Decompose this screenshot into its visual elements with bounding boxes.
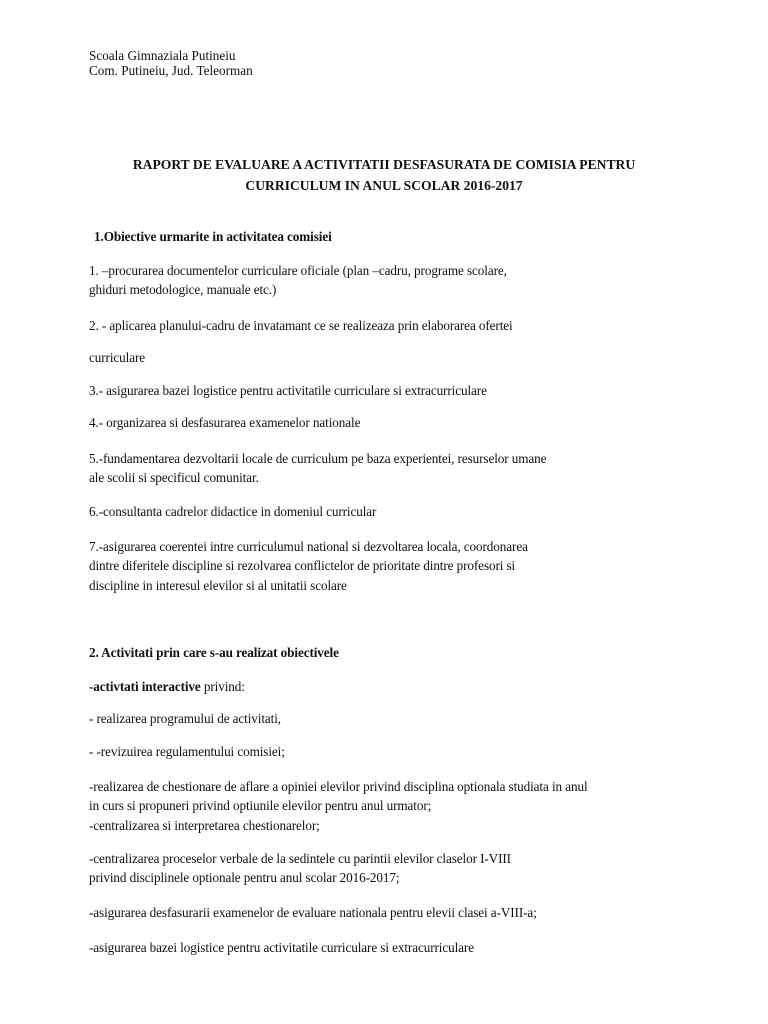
objective-7-line-3: discipline in interesul elevilor si al unitatii scolare (89, 578, 347, 593)
activities-intro-bold: -activtati interactive (89, 679, 201, 694)
objective-7-line-2: dintre diferitele discipline si rezolvarea conflictelor de prioritate dintre profesori si (89, 558, 516, 573)
report-title-line-2: CURRICULUM IN ANUL SCOLAR 2016-2017 (245, 178, 523, 193)
objective-2-line-2: curriculare (89, 350, 146, 365)
section-2-heading: 2. Activitati prin care s-au realizat obiectivele (89, 645, 339, 660)
activities-intro-rest: privind: (200, 679, 245, 694)
objective-7-line-1: 7.-asigurarea coerentei intre curriculumul national si dezvoltarea locala, coordonarea (89, 539, 528, 554)
activity-5-line-1: -centralizarea proceselor verbale de la sedintele cu parintii elevilor claselor I-VIII (89, 851, 511, 866)
report-title-line-1: RAPORT DE EVALUARE A ACTIVITATII DESFASURATA DE COMISIA PENTRU (132, 157, 636, 172)
objective-5-line-2: ale scolii si specificul comunitar. (89, 470, 259, 485)
activity-3-line-2: in curs si propuneri privind optiunile elevilor pentru anul urmator; (89, 798, 432, 813)
activity-2: - -revizuirea regulamentului comisiei; (89, 744, 285, 759)
objective-6: 6.-consultanta cadrelor didactice in domeniul curricular (89, 504, 377, 519)
activity-7: -asigurarea bazei logistice pentru activitatile curriculare si extracurriculare (89, 940, 474, 955)
objective-1-line-1: 1. –procurarea documentelor curriculare oficiale (plan –cadru, programe scolare, (89, 263, 507, 278)
objective-1-line-2: ghiduri metodologice, manuale etc.) (89, 282, 277, 297)
activities-intro (89, 679, 245, 695)
activity-3-line-1: -realizarea de chestionare de aflare a opiniei elevilor privind disciplina optionala studiata in anul (89, 779, 588, 794)
activity-5-line-2: privind disciplinele optionale pentru anul scolar 2016-2017; (89, 870, 400, 885)
activity-6: -asigurarea desfasurarii examenelor de evaluare nationala pentru elevii clasei a-VIII-a; (89, 905, 537, 920)
objective-5-line-1: 5.-fundamentarea dezvoltarii locale de curriculum pe baza experientei, resurselor umane (89, 451, 547, 466)
school-name: Scoala Gimnaziala Putineiu (89, 48, 236, 63)
activity-1: - realizarea programului de activitati, (89, 711, 281, 726)
section-1-heading: 1.Obiective urmarite in activitatea comisiei (94, 229, 332, 244)
objective-3: 3.- asigurarea bazei logistice pentru activitatile curriculare si extracurriculare (89, 383, 487, 398)
objective-2-line-1: 2. - aplicarea planului-cadru de invatamant ce se realizeaza prin elaborarea ofertei (89, 318, 513, 333)
school-address: Com. Putineiu, Jud. Teleorman (89, 63, 253, 78)
activity-4: -centralizarea si interpretarea chestionarelor; (89, 818, 320, 833)
objective-4: 4.- organizarea si desfasurarea examenelor nationale (89, 415, 361, 430)
